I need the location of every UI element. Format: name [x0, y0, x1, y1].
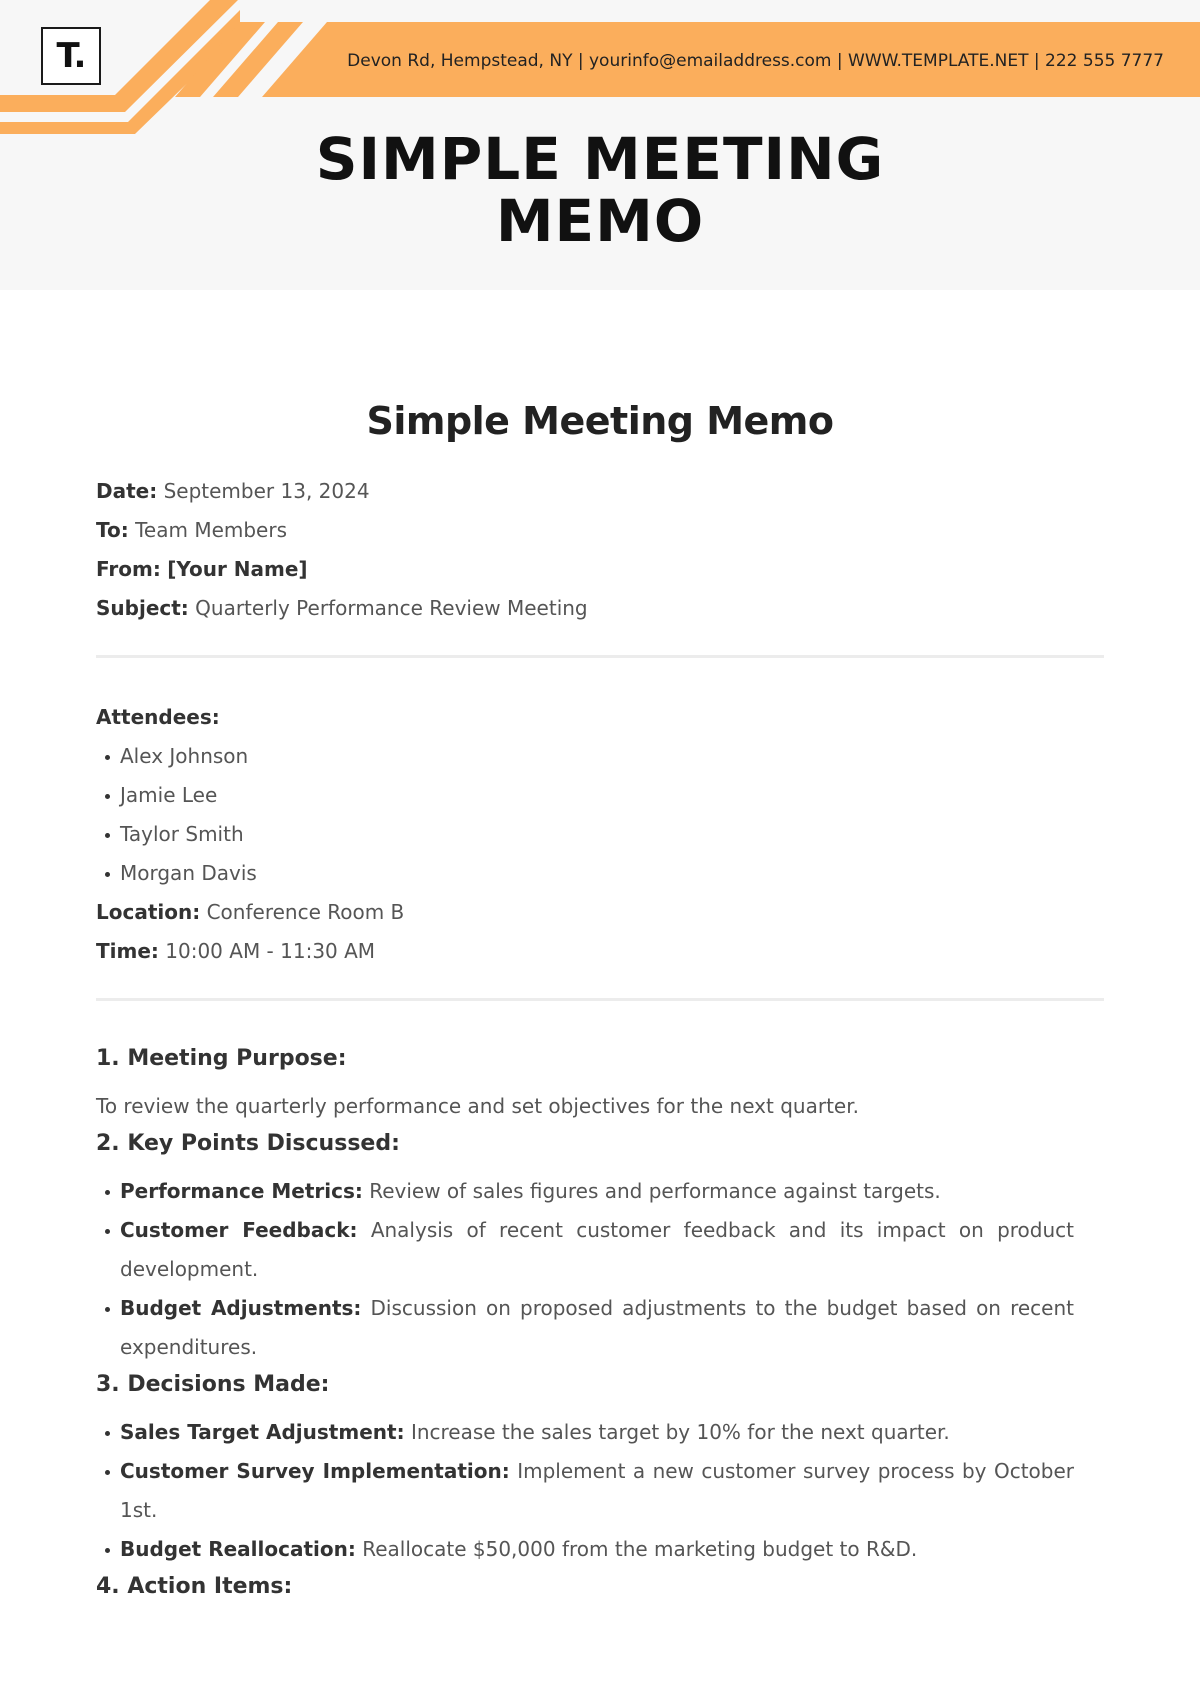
section-heading-purpose: 1. Meeting Purpose: — [96, 1046, 347, 1071]
from-row — [96, 550, 1104, 589]
header-title — [0, 125, 1200, 255]
item-label: Performance Metrics: — [120, 1179, 363, 1203]
item-text: Reallocate $50,000 from the marketing budget to R&D. — [362, 1537, 918, 1561]
time-value: 10:00 AM - 11:30 AM — [165, 939, 376, 963]
section-heading-key-points: 2. Key Points Discussed: — [96, 1131, 400, 1156]
header-title-line-2: MEMO — [495, 187, 705, 255]
attendees-list — [96, 737, 1104, 893]
item-text: Analysis of recent customer feedback and its impact on product development. — [120, 1218, 1074, 1281]
subject-label: Subject: — [96, 596, 189, 620]
from-label: From: — [96, 557, 161, 581]
to-label: To: — [96, 518, 129, 542]
memo-body — [96, 390, 1104, 1605]
subject-value: Quarterly Performance Review Meeting — [195, 596, 588, 620]
list-item — [96, 1211, 1074, 1289]
location-label: Location: — [96, 900, 201, 924]
memo-header — [0, 0, 1200, 290]
key-points-list — [96, 1172, 1074, 1367]
location-row — [96, 893, 1104, 932]
divider — [96, 998, 1104, 1001]
to-row — [96, 511, 1104, 550]
section-heading-action-items: 4. Action Items: — [96, 1574, 293, 1599]
logo: T. — [41, 27, 101, 85]
header-title-line-1: SIMPLE MEETING — [315, 125, 885, 193]
list-item — [96, 1289, 1074, 1367]
list-item: Jamie Lee — [96, 776, 1104, 815]
item-label: Sales Target Adjustment: — [120, 1420, 405, 1444]
item-text: Discussion on proposed adjustments to the budget based on recent expenditures. — [120, 1296, 1074, 1359]
item-label: Budget Reallocation: — [120, 1537, 356, 1561]
to-value: Team Members — [135, 518, 287, 542]
item-label: Customer Survey Implementation: — [120, 1459, 510, 1483]
contact-info: Devon Rd, Hempstead, NY | yourinfo@emailaddress.com | WWW.TEMPLATE.NET | 222 555 7777 — [347, 51, 1164, 71]
list-item: Taylor Smith — [96, 815, 1104, 854]
list-item — [96, 1452, 1074, 1530]
subject-row — [96, 589, 1104, 628]
from-value: [Your Name] — [167, 557, 308, 581]
decisions-list — [96, 1413, 1074, 1569]
date-row — [96, 472, 1104, 511]
list-item: Alex Johnson — [96, 737, 1104, 776]
list-item: Morgan Davis — [96, 854, 1104, 893]
date-label: Date: — [96, 479, 158, 503]
section-heading-decisions: 3. Decisions Made: — [96, 1372, 330, 1397]
time-label: Time: — [96, 939, 159, 963]
purpose-text: To review the quarterly performance and set objectives for the next quarter. — [96, 1094, 859, 1118]
attendees-heading: Attendees: — [96, 705, 220, 729]
location-value: Conference Room B — [206, 900, 405, 924]
item-text: Review of sales figures and performance against targets. — [369, 1179, 941, 1203]
item-text: Implement a new customer survey process by October 1st. — [120, 1459, 1074, 1522]
list-item — [96, 1530, 1074, 1569]
memo-title: Simple Meeting Memo — [366, 399, 834, 443]
list-item — [96, 1413, 1074, 1452]
time-row — [96, 932, 1104, 971]
item-label: Budget Adjustments: — [120, 1296, 362, 1320]
attendees-label — [96, 698, 1104, 737]
date-value: September 13, 2024 — [163, 479, 370, 503]
list-item — [96, 1172, 1074, 1211]
item-text: Increase the sales target by 10% for the next quarter. — [410, 1420, 950, 1444]
divider — [96, 655, 1104, 658]
item-label: Customer Feedback: — [120, 1218, 358, 1242]
